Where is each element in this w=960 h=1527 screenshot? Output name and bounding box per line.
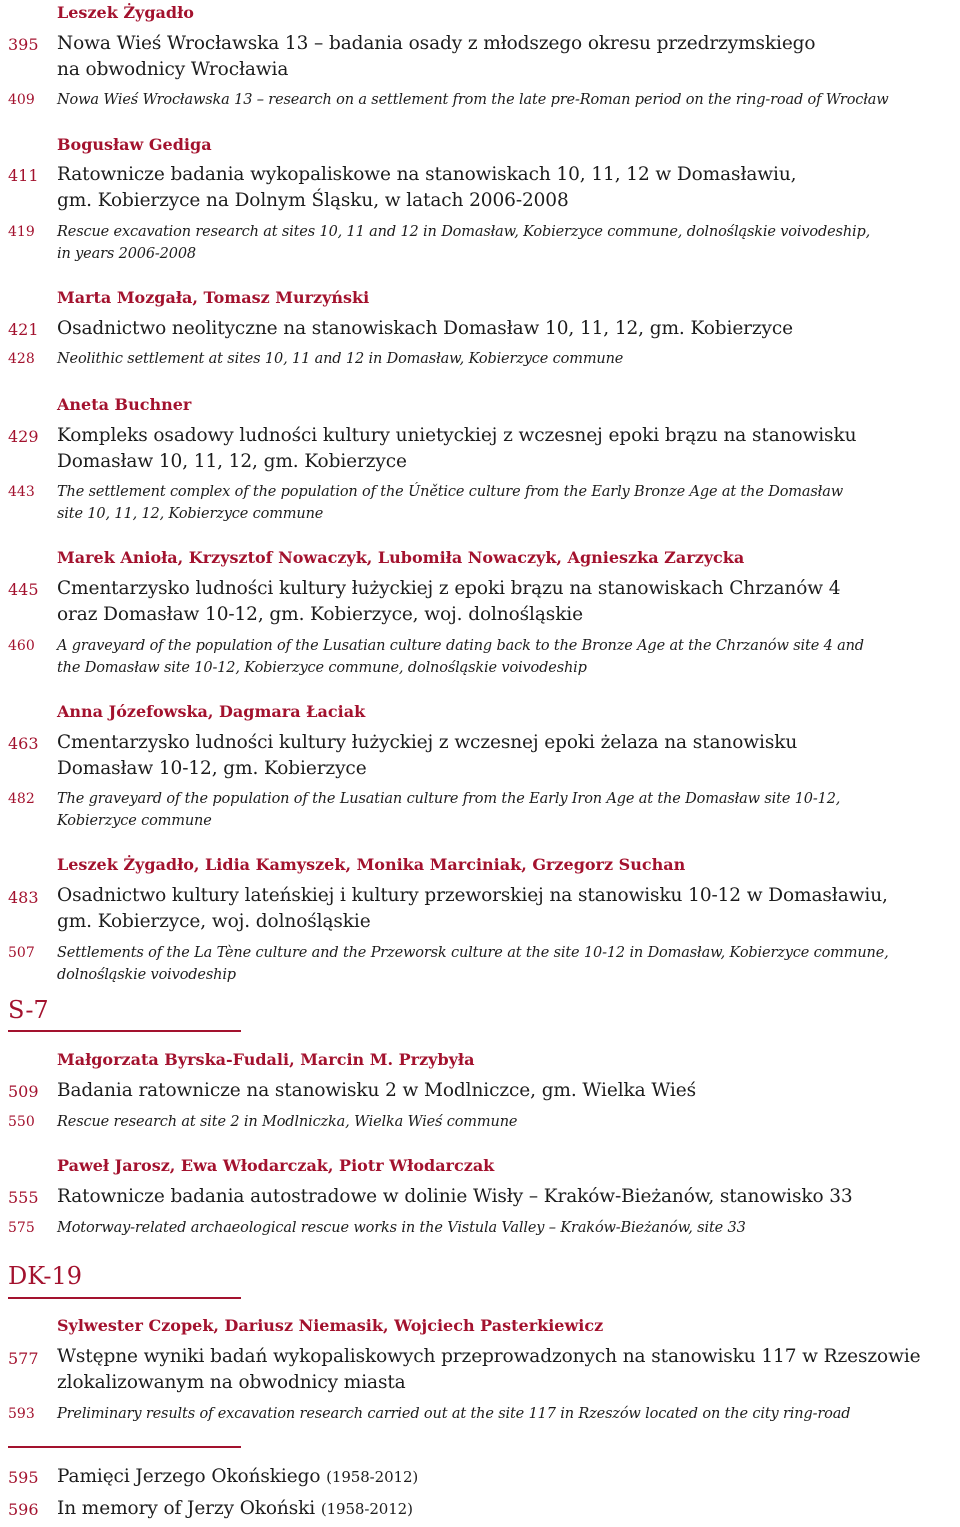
title-line: Badania ratownicze na stanowisku 2 w Modlniczce, gm. Wielka Wieś [57, 1080, 696, 1101]
page-number: 445 [8, 580, 39, 599]
entry-author: Leszek Żygadło [57, 3, 194, 22]
title-line: Motorway-related archaeological rescue works in the Vistula Valley – Kraków-Bieżanów, site 33 [57, 1220, 746, 1236]
page-number: 443 [8, 484, 35, 500]
page-number: 593 [8, 1406, 35, 1422]
page-number: 460 [8, 638, 35, 654]
polish-title [57, 576, 840, 628]
entry-author: Małgorzata Byrska-Fudali, Marcin M. Przybyła [57, 1050, 475, 1069]
title-line: Neolithic settlement at sites 10, 11 and 12 in Domasław, Kobierzyce commune [57, 351, 624, 367]
page-number: 509 [8, 1082, 39, 1101]
page-number: 421 [8, 320, 39, 339]
title-line: in years 2006-2008 [57, 246, 196, 262]
page-number: 555 [8, 1188, 39, 1207]
title-line: gm. Kobierzyce na Dolnym Śląsku, w latach 2006-2008 [57, 190, 569, 211]
page-number: 577 [8, 1349, 39, 1368]
title-line: Domasław 10, 11, 12, gm. Kobierzyce [57, 451, 407, 472]
polish-title [57, 31, 815, 83]
page-number: 429 [8, 427, 39, 446]
title-line: Rescue excavation research at sites 10, 11 and 12 in Domasław, Kobierzyce commune, dolnośląskie voivodeship, [57, 224, 871, 240]
title-line: Nowa Wieś Wrocławska 13 – badania osady z młodszego okresu przedrzymskiego [57, 33, 816, 54]
memorial-name: In memory of Jerzy Okoński [57, 1498, 316, 1519]
title-line: oraz Domasław 10-12, gm. Kobierzyce, woj. dolnośląskie [57, 604, 583, 625]
page-number: 395 [8, 35, 39, 54]
memorial-title [57, 1496, 413, 1522]
title-line: site 10, 11, 12, Kobierzyce commune [57, 506, 324, 522]
polish-title [57, 730, 797, 782]
english-title [57, 1111, 517, 1133]
entry-author: Aneta Buchner [57, 395, 192, 414]
english-title [57, 481, 843, 525]
english-title [57, 788, 840, 832]
title-line: A graveyard of the population of the Lusatian culture dating back to the Bronze Age at the Chrzanów site 4 and [57, 638, 864, 654]
memorial-name: Pamięci Jerzego Okońskiego [57, 1466, 321, 1487]
title-line: Rescue research at site 2 in Modlniczka, Wielka Wieś commune [57, 1114, 518, 1130]
title-line: zlokalizowanym na obwodnicy miasta [57, 1372, 406, 1393]
polish-title [57, 1078, 696, 1104]
section-divider [8, 1297, 241, 1299]
page-number: 507 [8, 945, 35, 961]
entry-author: Leszek Żygadło, Lidia Kamyszek, Monika Marciniak, Grzegorz Suchan [57, 855, 686, 874]
entry-author: Marek Anioła, Krzysztof Nowaczyk, Lubomiła Nowaczyk, Agnieszka Zarzycka [57, 548, 745, 567]
title-line: Osadnictwo neolityczne na stanowiskach Domasław 10, 11, 12, gm. Kobierzyce [57, 318, 794, 339]
polish-title [57, 1184, 853, 1210]
title-line: Cmentarzysko ludności kultury łużyckiej z wczesnej epoki żelaza na stanowisku [57, 732, 798, 753]
page-number: 550 [8, 1114, 35, 1130]
title-line: gm. Kobierzyce, woj. dolnośląskie [57, 911, 371, 932]
title-line: Kobierzyce commune [57, 813, 212, 829]
title-line: Osadnictwo kultury lateńskiej i kultury przeworskiej na stanowisku 10-12 w Domasławiu, [57, 885, 888, 906]
page-number: 575 [8, 1220, 35, 1236]
title-line: Wstępne wyniki badań wykopaliskowych przeprowadzonych na stanowisku 117 w Rzeszowie [57, 1346, 921, 1367]
english-title [57, 1403, 850, 1425]
section-divider [8, 1030, 241, 1032]
entry-author: Bogusław Gediga [57, 135, 212, 154]
section-heading: DK-19 [8, 1262, 83, 1290]
page-number: 595 [8, 1468, 39, 1487]
page-number: 409 [8, 92, 35, 108]
polish-title [57, 316, 793, 342]
title-line: The settlement complex of the population of the Únětice culture from the Early Bronze Age at the Domasław [57, 484, 843, 500]
entry-author: Sylwester Czopek, Dariusz Niemasik, Wojciech Pasterkiewicz [57, 1316, 604, 1335]
polish-title [57, 423, 856, 475]
english-title [57, 221, 870, 265]
title-line: na obwodnicy Wrocławia [57, 59, 289, 80]
section-heading: S-7 [8, 996, 49, 1024]
page-number: 419 [8, 224, 35, 240]
memorial-years: (1958-2012) [326, 1468, 419, 1486]
page-number: 482 [8, 791, 35, 807]
page-number: 483 [8, 888, 39, 907]
title-line: Kompleks osadowy ludności kultury unietyckiej z wczesnej epoki brązu na stanowisku [57, 425, 857, 446]
entry-author: Anna Józefowska, Dagmara Łaciak [57, 702, 366, 721]
title-line: Domasław 10-12, gm. Kobierzyce [57, 758, 367, 779]
title-line: The graveyard of the population of the Lusatian culture from the Early Iron Age at the Domasław site 10-12, [57, 791, 841, 807]
title-line: dolnośląskie voivodeship [57, 967, 236, 983]
title-line: Preliminary results of excavation research carried out at the site 117 in Rzeszów located on the city ring-road [57, 1406, 851, 1422]
memorial-years: (1958-2012) [320, 1500, 413, 1518]
title-line: the Domasław site 10-12, Kobierzyce commune, dolnośląskie voivodeship [57, 660, 587, 676]
english-title [57, 89, 889, 111]
title-line: Settlements of the La Tène culture and the Przeworsk culture at the site 10-12 in Domasław, Kobierzyce commune, [57, 945, 889, 961]
section-divider [8, 1446, 241, 1448]
english-title [57, 635, 864, 679]
polish-title [57, 1344, 921, 1396]
memorial-title [57, 1464, 418, 1490]
polish-title [57, 162, 796, 214]
english-title [57, 942, 889, 986]
page-number: 463 [8, 734, 39, 753]
title-line: Nowa Wieś Wrocławska 13 – research on a settlement from the late pre-Roman period on the ring-road of Wrocław [57, 92, 889, 108]
page-number: 411 [8, 166, 39, 185]
title-line: Cmentarzysko ludności kultury łużyckiej z epoki brązu na stanowiskach Chrzanów 4 [57, 578, 841, 599]
title-line: Ratownicze badania wykopaliskowe na stanowiskach 10, 11, 12 w Domasławiu, [57, 164, 797, 185]
entry-author: Marta Mozgała, Tomasz Murzyński [57, 288, 370, 307]
page-number: 596 [8, 1500, 39, 1519]
polish-title [57, 883, 888, 935]
page-number: 428 [8, 351, 35, 367]
entry-author: Paweł Jarosz, Ewa Włodarczak, Piotr Włodarczak [57, 1156, 495, 1175]
title-line: Ratownicze badania autostradowe w dolinie Wisły – Kraków-Bieżanów, stanowisko 33 [57, 1186, 853, 1207]
english-title [57, 348, 623, 370]
english-title [57, 1217, 746, 1239]
